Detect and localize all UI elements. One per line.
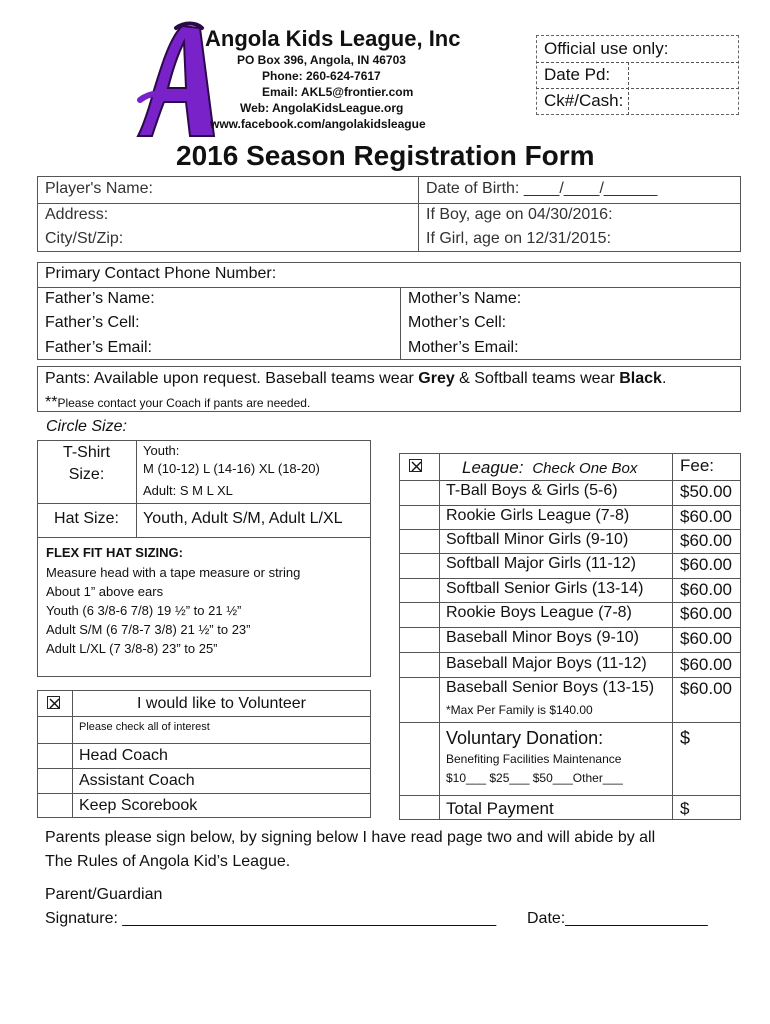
league-header-checkbox-icon [409, 459, 422, 472]
volunteer-title: I would like to Volunteer [137, 695, 306, 712]
primary-phone-field[interactable]: Primary Contact Phone Number: [45, 265, 277, 282]
pants-info-text: Pants: Available upon request. Baseball teams wear Grey & Softball teams wear Black. [45, 370, 667, 387]
league-row-checkbox[interactable] [399, 627, 439, 651]
flex-fit-line-4: Adult S/M (6 7/8-7 3/8) 21 ½” to 23” [46, 622, 251, 637]
org-website: Web: AngolaKidsLeague.org [240, 101, 404, 115]
league-row-fee: $60.00 [680, 531, 732, 550]
flex-fit-title: FLEX FIT HAT SIZING: [46, 545, 183, 560]
parent-guardian-label: Parent/Guardian [45, 886, 163, 903]
league-row-name: Rookie Girls League (7-8) [446, 507, 630, 524]
total-payment-label: Total Payment [446, 799, 554, 818]
sign-instruction-line-1: Parents please sign below, by signing below I have read page two and will abide by all [45, 829, 656, 846]
league-row-name: Softball Major Girls (11-12) [446, 555, 636, 572]
volunteer-head-coach: Head Coach [79, 747, 168, 764]
youth-label: Youth: [143, 443, 180, 458]
pants-black-label: Black [619, 370, 662, 387]
city-state-zip-field[interactable]: City/St/Zip: [45, 230, 124, 247]
pants-note: **Please contact your Coach if pants are needed. [45, 394, 311, 411]
mother-cell-field[interactable]: Mother’s Cell: [408, 314, 507, 331]
flex-fit-line-3: Youth (6 3/8-6 7/8) 19 ½” to 21 ½” [46, 603, 242, 618]
league-row-fee: $50.00 [680, 482, 732, 501]
total-payment-field[interactable]: $ [680, 799, 690, 818]
volunteer-scorebook: Keep Scorebook [79, 797, 198, 814]
flex-fit-line-2: About 1” above ears [46, 584, 164, 599]
official-date-paid: Date Pd: [544, 65, 611, 84]
official-use-title: Official use only: [544, 39, 669, 58]
date-field[interactable]: Date:________________ [527, 910, 708, 927]
league-row-name: Baseball Major Boys (11-12) [446, 655, 647, 672]
donation-subtitle: Benefiting Facilities Maintenance [446, 752, 622, 766]
date-of-birth-field[interactable]: Date of Birth: ____/____/______ [426, 180, 658, 197]
father-cell-field[interactable]: Father’s Cell: [45, 314, 140, 331]
donation-amounts[interactable]: $10___ $25___ $50___Other___ [446, 771, 623, 785]
league-row-fee: $60.00 [680, 655, 732, 674]
league-row-fee: $60.00 [680, 507, 732, 526]
girl-age-field[interactable]: If Girl, age on 12/31/2015: [426, 230, 612, 247]
league-row-fee: $60.00 [680, 629, 732, 648]
league-row-name: Baseball Minor Boys (9-10) [446, 629, 639, 646]
league-row-name: T-Ball Boys & Girls (5-6) [446, 482, 618, 499]
donation-title: Voluntary Donation: [446, 728, 604, 748]
volunteer-note: Please check all of interest [79, 721, 210, 733]
player-name-field[interactable]: Player's Name: [45, 180, 153, 197]
league-row-checkbox[interactable] [399, 529, 439, 553]
league-row-name: Softball Minor Girls (9-10) [446, 531, 629, 548]
league-row-name: Rookie Boys League (7-8) [446, 604, 632, 621]
league-row-fee: $60.00 [680, 604, 732, 623]
max-per-family-note: *Max Per Family is $140.00 [446, 703, 593, 717]
volunteer-header-checkbox-icon [47, 696, 60, 709]
league-row-fee: $60.00 [680, 679, 732, 698]
league-row-checkbox[interactable] [399, 677, 439, 701]
form-title: 2016 Season Registration Form [176, 140, 595, 171]
father-name-field[interactable]: Father’s Name: [45, 290, 155, 307]
org-email: Email: AKL5@frontier.com [262, 85, 414, 99]
pants-grey-label: Grey [418, 370, 455, 387]
youth-sizes[interactable]: M (10-12) L (14-16) XL (18-20) [143, 461, 320, 476]
league-row-name: Softball Senior Girls (13-14) [446, 580, 644, 597]
league-row-fee: $60.00 [680, 580, 732, 599]
donation-checkbox[interactable] [399, 722, 439, 795]
league-row-fee: $60.00 [680, 555, 732, 574]
org-phone: Phone: 260-624-7617 [262, 69, 381, 83]
mother-name-field[interactable]: Mother’s Name: [408, 290, 522, 307]
league-row-name: Baseball Senior Boys (13-15) [446, 679, 655, 696]
flex-fit-line-5: Adult L/XL (7 3/8-8) 23” to 25” [46, 641, 218, 656]
volunteer-assistant-coach: Assistant Coach [79, 772, 195, 789]
tshirt-size-label: T-Shirt [62, 444, 111, 461]
league-row-checkbox[interactable] [399, 505, 439, 529]
org-po-box: PO Box 396, Angola, IN 46703 [237, 53, 406, 67]
league-row-checkbox[interactable] [399, 553, 439, 577]
circle-size-label: Circle Size: [46, 418, 127, 435]
hat-sizes[interactable]: Youth, Adult S/M, Adult L/XL [143, 510, 343, 527]
org-name: Angola Kids League, Inc [205, 26, 461, 51]
volunteer-assistant-coach-checkbox[interactable] [37, 768, 72, 793]
volunteer-scorebook-checkbox[interactable] [37, 793, 72, 818]
mother-email-field[interactable]: Mother’s Email: [408, 339, 519, 356]
father-email-field[interactable]: Father’s Email: [45, 339, 152, 356]
league-row-checkbox[interactable] [399, 602, 439, 626]
signature-field[interactable]: Signature: __________________________________________ [45, 910, 497, 927]
donation-fee-field[interactable]: $ [680, 728, 691, 748]
volunteer-head-coach-checkbox[interactable] [37, 743, 72, 768]
flex-fit-line-1: Measure head with a tape measure or string [46, 565, 301, 580]
adult-sizes[interactable]: Adult: S M L XL [143, 483, 233, 498]
league-row-checkbox[interactable] [399, 653, 439, 677]
tshirt-size-label-2: Size: [68, 466, 105, 483]
league-logo [136, 20, 216, 142]
hat-size-label: Hat Size: [54, 510, 119, 527]
fee-header: Fee: [680, 456, 715, 475]
boy-age-field[interactable]: If Boy, age on 04/30/2016: [426, 206, 613, 223]
org-facebook: www.facebook.com/angolakidsleague [210, 117, 426, 131]
official-check-cash: Ck#/Cash: [544, 91, 624, 110]
league-header: League: Check One Box [462, 458, 638, 477]
address-field[interactable]: Address: [45, 206, 109, 223]
league-row-checkbox[interactable] [399, 480, 439, 504]
league-row-checkbox[interactable] [399, 578, 439, 602]
sign-instruction-line-2: The Rules of Angola Kid’s League. [45, 853, 291, 870]
